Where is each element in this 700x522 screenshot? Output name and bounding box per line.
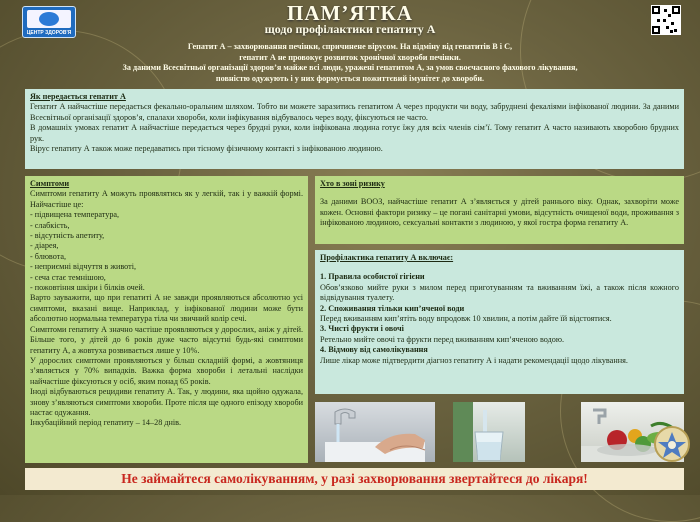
transmission-heading: Як передається гепатит А [30,92,126,101]
risk-heading: Хто в зоні ризику [320,179,385,188]
transmission-paragraph: В домашніх умовах гепатит А найчастіше передається через брудні руки, коли інфікована людина готує їжу для всіх членів сім’ї. Тому гепатит А часто називають хворобою брудних рук. [30,123,679,143]
symptom-item: - підвищена температура, [30,210,120,220]
intro-line: За даними Всесвітньої організації здоров’я майже всі люди, уражені гепатитом А, за умов своєчасного фахового лікування, [122,63,578,72]
water-glass-photo [453,402,525,462]
symptoms-intro: Симптоми гепатиту А можуть проявлятись як у легкій, так і у важкій формі. Найчастіше це: [30,189,303,209]
handwashing-photo [315,402,435,462]
page-subtitle: щодо профілактики гепатиту А [264,22,436,36]
prevention-step-text: Перед вживанням кип’ятіть воду впродовж 10 хвилин, а потім дайте їй відстоятися. [320,314,612,324]
risk-text: За даними ВООЗ, найчастіше гепатит А з’являється у дітей раннього віку. Однак, захворіти може кожен. Основні фактори ризику – це погані санітарні умови, відсутність очищеної води, проживання з інфікованою людиною, сексуальні контакти з людиною, у якої гостра форма гепатиту А. [320,197,679,228]
symptom-item: - блювота, [30,251,67,261]
symptom-item: - пожовтіння шкіри і білків очей. [30,283,145,293]
page-title: ПАМ’ЯТКА [287,1,413,25]
transmission-panel [25,89,684,169]
transmission-paragraph: Вірус гепатиту А також може передаватись при тісному фізичному контакті з інфікованою людиною. [30,144,383,154]
prevention-panel [315,250,684,394]
symptom-item: - слабкість, [30,220,70,230]
emblem-icon [652,424,692,464]
risk-group-panel [315,176,684,244]
symptoms-heading: Симптоми [30,179,70,188]
intro-line: гепатит А не провокує розвиток хронічної хвороби печінки. [239,52,461,62]
transmission-paragraph: Гепатит А найчастіше передається фекально-оральним шляхом. Тобто ви можете заразитись гепатитом А через продукти чи воду, забруднені фекаліями інфікованої людини. За даними Всесвітньої організації здоров’я, спалахи хвороби, коли інфікування відбувалось через воду, фіксуються не часто. [30,102,679,122]
intro-line: повністю одужують і у них формується пожиттєвий імунітет до хвороби. [215,73,485,83]
symptoms-panel [25,176,308,463]
illustration-strip [315,402,684,462]
prevention-step-title: 1. Правила особистої гігієни [320,272,425,282]
footer-warning: Не займайтеся самолікуванням, у разі захворювання звертайтеся до лікаря! [25,468,684,490]
symptom-item: - неприємні відчуття в животі, [30,262,137,272]
logo-caption: ЦЕНТР ЗДОРОВ'Я [26,30,72,36]
symptom-item: - діарея, [30,241,59,251]
prevention-step-text: Обов’язково мийте руки з милом перед приготуванням та вживанням їжі, а також після кожного відвідування туалету. [320,282,679,303]
intro-text [40,42,660,84]
prevention-step-text: Ретельно мийте овочі та фрукти перед вживанням кип’яченою водою. [320,334,565,344]
symptoms-paragraph: У дорослих симптоми проявляються у більш складній формі, а жовтяниця з’являється у 70% випадків. Важка форма хвороби і летальні наслідки найчастіше фіксуються у осіб, яким понад 65 років. [30,355,303,386]
prevention-step-title: 4. Відмову від самолікування [320,345,428,355]
prevention-heading: Профілактика гепатиту А включає: [320,253,454,262]
prevention-step-title: 2. Споживання тільки кип’яченої води [320,303,465,313]
symptom-item: - сеча стає темнішою, [30,272,106,282]
symptom-item: - відсутність апетиту, [30,231,105,241]
prevention-step-title: 3. Чисті фрукти і овочі [320,324,404,334]
prevention-step-text: Лише лікар може підтвердити діагноз гепатиту А і надати рекомендації щодо лікування. [320,355,628,365]
incubation-period: Інкубаційний період гепатиту – 14–28 днів. [30,418,182,428]
symptoms-paragraph: Варто зауважити, що при гепатиті А не завжди проявляються абсолютно усі симптоми, вказані вище. Наприклад, у інфікованої людини може бути абсолютно нормальна температура тіла чи звичний колір сечі. [30,293,303,324]
symptoms-paragraph: Іноді відбуваються рецидиви гепатиту А. Так, у людини, яка щойно одужала, знову з’являються симптоми хвороби. Проте після ще одного епізоду хвороби настає одужання. [30,387,303,417]
symptoms-paragraph: Симптоми гепатиту А значно частіше проявляються у дорослих, аніж у дітей. Більше того, у дітей до 6 років дуже часто відсутні будь-які симптоми гепатиту А, а жовтуха розвивається лише у 10%. [30,324,303,355]
intro-line: Гепатит А – захворювання печінки, спричинене вірусом. На відміну від гепатитів В і С, [187,42,513,51]
